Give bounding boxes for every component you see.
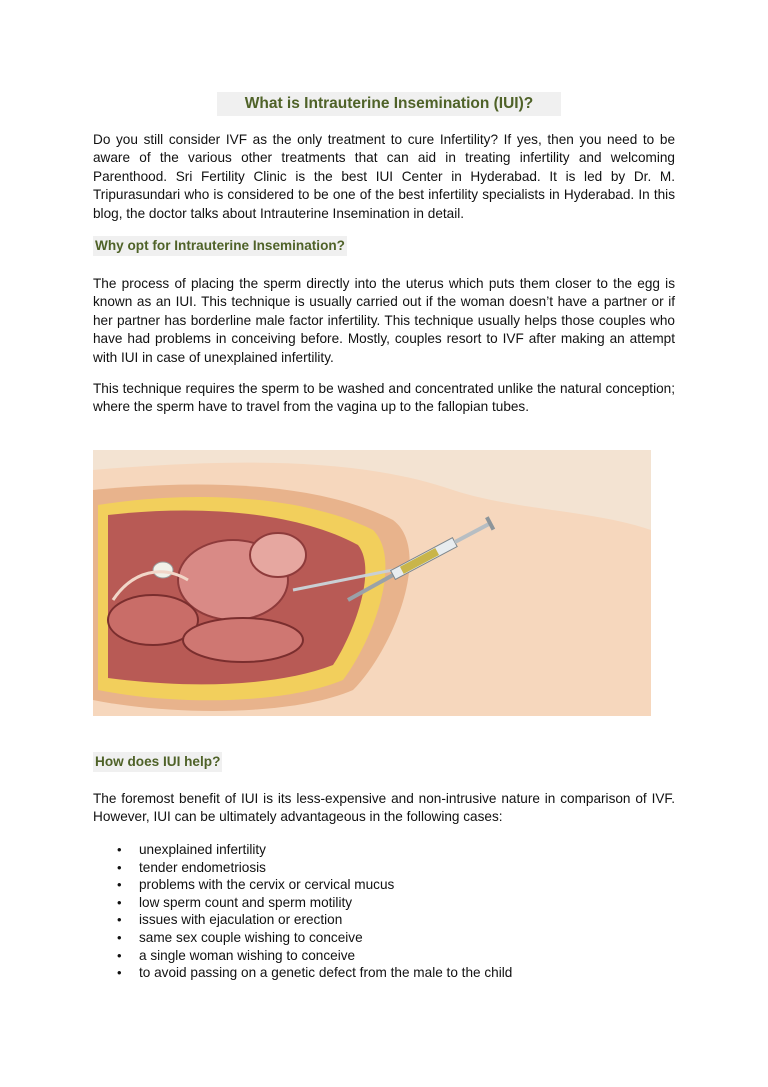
list-item: • low sperm count and sperm motility — [117, 894, 353, 910]
bladder — [250, 533, 306, 577]
bullet-icon: • — [117, 912, 122, 928]
list-item: • a single woman wishing to conceive — [117, 947, 356, 963]
list-item: • tender endometriosis — [117, 859, 266, 875]
list-item: • issues with ejaculation or erection — [117, 912, 343, 928]
list-item: • same sex couple wishing to conceive — [117, 929, 363, 945]
benefit-cases-list — [93, 841, 675, 982]
how-help-paragraph: The foremost benefit of IUI is its less-expensive and non-intrusive nature in comparison of IVF. However, IUI can be ultimately advantageous in the following cases: — [93, 791, 675, 825]
bullet-icon: • — [117, 965, 122, 981]
bullet-icon: • — [117, 877, 122, 893]
section-heading-why-opt: Why opt for Intrauterine Insemination? — [93, 236, 347, 256]
list-item: • unexplained infertility — [117, 842, 266, 857]
section-heading-how-help: How does IUI help? — [93, 752, 222, 772]
bullet-icon: • — [117, 842, 122, 857]
intro-paragraph: Do you still consider IVF as the only treatment to cure Infertility? If yes, then you need to be aware of the various other treatments that can aid in treating infertility and welcoming Parenthood. Sri Fertility Clinic is the best IUI Center in Hyderabad. It is led by Dr. M. Tripurasundari who is considered to be one of the best infertility specialists in Hyderabad. In this blog, the doctor talks about Intrauterine Insemination in detail. — [93, 132, 675, 221]
page-title: What is Intrauterine Insemination (IUI)? — [217, 92, 561, 116]
bullet-icon: • — [117, 929, 122, 945]
list-item: • problems with the cervix or cervical mucus — [117, 877, 395, 893]
why-opt-paragraph: The process of placing the sperm directly into the uterus which puts them closer to the egg is known as an IUI. This technique is usually carried out if the woman doesn’t have a partner or if her partner has borderline male factor infertility. This technique usually helps those couples who have had problems in conceiving before. Mostly, couples resort to IVF after making an attempt with IUI in case of unexplained infertility. — [93, 276, 675, 365]
bullet-icon: • — [117, 894, 122, 910]
bullet-icon: • — [117, 859, 122, 875]
iui-illustration — [93, 450, 651, 716]
technique-paragraph: This technique requires the sperm to be washed and concentrated unlike the natural conception; where the sperm have to travel from the vagina up to the fallopian tubes. — [93, 381, 675, 415]
list-item: • to avoid passing on a genetic defect from the male to the child — [117, 965, 513, 981]
bullet-icon: • — [117, 947, 122, 963]
